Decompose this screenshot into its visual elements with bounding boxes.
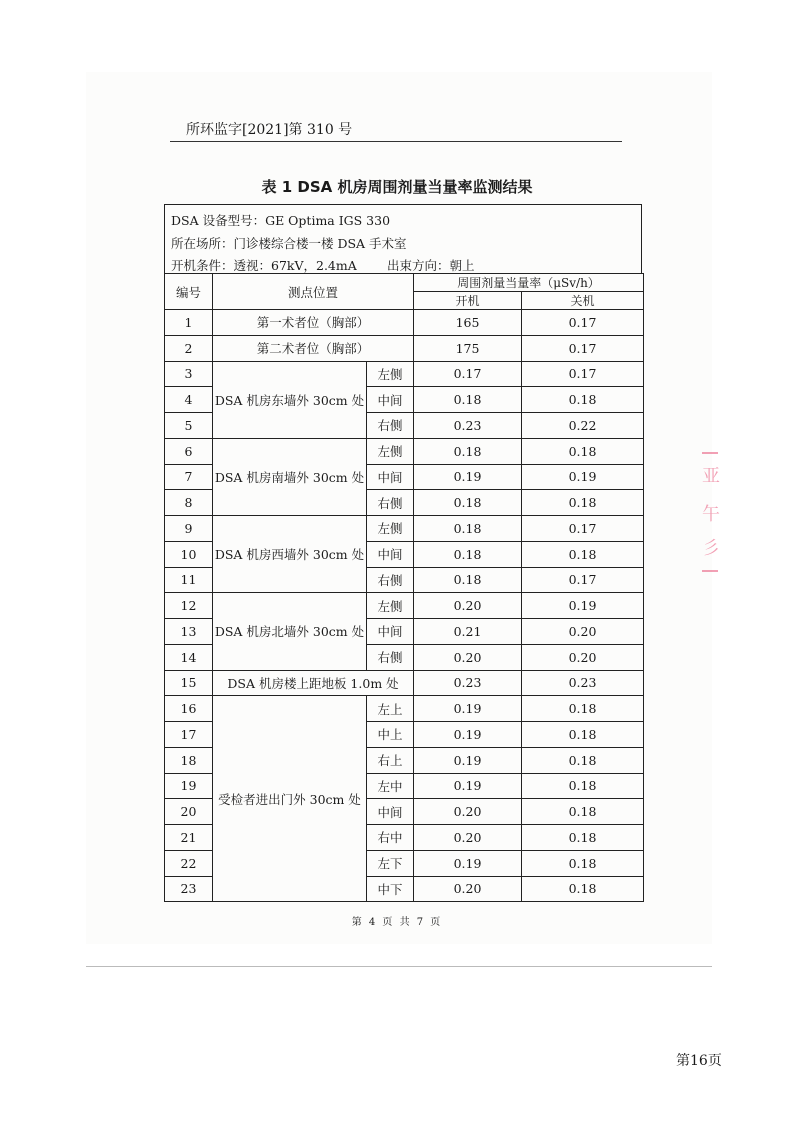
power-off-value: 0.18	[522, 825, 644, 851]
row-number: 16	[165, 696, 213, 722]
equipment-model: DSA 设备型号：GE Optima IGS 330	[171, 213, 391, 228]
power-off-value: 0.20	[522, 619, 644, 645]
power-off-value: 0.19	[522, 593, 644, 619]
table-row	[165, 670, 644, 696]
power-on-value: 0.19	[414, 722, 522, 748]
equipment-info-box	[164, 204, 642, 273]
position-cell: 第一术者位（胸部）	[213, 310, 414, 336]
power-on-value: 0.18	[414, 541, 522, 567]
operating-conditions: 开机条件：透视：67kV，2.4mA	[171, 258, 357, 273]
power-off-value: 0.17	[522, 335, 644, 361]
row-number: 7	[165, 464, 213, 490]
power-on-value: 0.18	[414, 387, 522, 413]
sub-position-cell: 左侧	[367, 438, 414, 464]
row-number: 14	[165, 644, 213, 670]
operating-conditions-line	[171, 256, 475, 274]
table-row	[165, 310, 644, 336]
header-position: 测点位置	[213, 274, 414, 310]
row-number: 19	[165, 773, 213, 799]
row-number: 10	[165, 541, 213, 567]
power-off-value: 0.18	[522, 490, 644, 516]
power-on-value: 0.19	[414, 696, 522, 722]
power-off-value: 0.23	[522, 670, 644, 696]
sub-position-cell: 左上	[367, 696, 414, 722]
sub-position-cell: 左下	[367, 850, 414, 876]
position-cell: 受检者进出门外 30cm 处	[213, 696, 367, 902]
equipment-location: 所在场所：门诊楼综合楼一楼 DSA 手术室	[171, 236, 407, 251]
power-on-value: 0.19	[414, 464, 522, 490]
row-number: 2	[165, 335, 213, 361]
header-power-off: 关机	[522, 292, 644, 310]
power-off-value: 0.19	[522, 464, 644, 490]
row-number: 4	[165, 387, 213, 413]
table-row	[165, 335, 644, 361]
power-off-value: 0.18	[522, 696, 644, 722]
power-on-value: 0.18	[414, 516, 522, 542]
row-number: 21	[165, 825, 213, 851]
row-number: 11	[165, 567, 213, 593]
stamp-bottom-bar	[702, 570, 718, 572]
stamp-char: 亚	[702, 466, 720, 487]
power-on-value: 0.19	[414, 747, 522, 773]
sub-position-cell: 中间	[367, 619, 414, 645]
row-number: 3	[165, 361, 213, 387]
table-row	[165, 438, 644, 464]
row-number: 17	[165, 722, 213, 748]
table-header-row	[165, 274, 644, 292]
table-row	[165, 361, 644, 387]
sub-position-cell: 右侧	[367, 567, 414, 593]
sub-position-cell: 右侧	[367, 490, 414, 516]
power-on-value: 0.18	[414, 567, 522, 593]
sub-position-cell: 右上	[367, 747, 414, 773]
outer-page-number: 第16页	[676, 1053, 722, 1069]
power-on-value: 0.17	[414, 361, 522, 387]
sub-position-cell: 右侧	[367, 644, 414, 670]
sub-position-cell: 中间	[367, 541, 414, 567]
power-on-value: 165	[414, 310, 522, 336]
header-power-on: 开机	[414, 292, 522, 310]
sub-position-cell: 右中	[367, 825, 414, 851]
power-off-value: 0.18	[522, 541, 644, 567]
row-number: 15	[165, 670, 213, 696]
power-off-value: 0.20	[522, 644, 644, 670]
sub-position-cell: 中间	[367, 799, 414, 825]
sub-position-cell: 左侧	[367, 593, 414, 619]
row-number: 12	[165, 593, 213, 619]
power-off-value: 0.17	[522, 361, 644, 387]
sub-position-cell: 中间	[367, 464, 414, 490]
power-on-value: 0.20	[414, 825, 522, 851]
power-on-value: 0.18	[414, 438, 522, 464]
position-cell: DSA 机房北墙外 30cm 处	[213, 593, 367, 670]
power-on-value: 0.20	[414, 876, 522, 902]
power-off-value: 0.18	[522, 773, 644, 799]
monitoring-results-table	[164, 273, 644, 902]
power-off-value: 0.22	[522, 413, 644, 439]
power-off-value: 0.17	[522, 310, 644, 336]
seal-stamp	[700, 448, 722, 578]
table-title: 表 1 DSA 机房周围剂量当量率监测结果	[261, 178, 533, 196]
table-row	[165, 593, 644, 619]
sub-position-cell: 左中	[367, 773, 414, 799]
row-number: 8	[165, 490, 213, 516]
power-on-value: 0.23	[414, 413, 522, 439]
row-number: 9	[165, 516, 213, 542]
power-on-value: 0.20	[414, 593, 522, 619]
row-number: 22	[165, 850, 213, 876]
sub-position-cell: 中上	[367, 722, 414, 748]
sub-position-cell: 中间	[367, 387, 414, 413]
power-on-value: 0.23	[414, 670, 522, 696]
power-on-value: 0.20	[414, 799, 522, 825]
beam-direction: 出束方向：朝上	[387, 258, 475, 273]
sub-position-cell: 左侧	[367, 361, 414, 387]
power-off-value: 0.17	[522, 567, 644, 593]
power-on-value: 0.21	[414, 619, 522, 645]
power-off-value: 0.18	[522, 876, 644, 902]
row-number: 13	[165, 619, 213, 645]
power-off-value: 0.17	[522, 516, 644, 542]
position-cell: DSA 机房南墙外 30cm 处	[213, 438, 367, 515]
header-dose-rate: 周围剂量当量率（μSv/h）	[414, 274, 644, 292]
header-rule	[170, 141, 622, 142]
power-off-value: 0.18	[522, 799, 644, 825]
power-off-value: 0.18	[522, 387, 644, 413]
power-off-value: 0.18	[522, 722, 644, 748]
sub-position-cell: 右侧	[367, 413, 414, 439]
stamp-char: 彡	[702, 538, 720, 559]
position-cell: DSA 机房楼上距地板 1.0m 处	[213, 670, 414, 696]
row-number: 18	[165, 747, 213, 773]
row-number: 1	[165, 310, 213, 336]
row-number: 20	[165, 799, 213, 825]
table-row	[165, 516, 644, 542]
power-off-value: 0.18	[522, 747, 644, 773]
position-cell: 第二术者位（胸部）	[213, 335, 414, 361]
stamp-top-bar	[702, 452, 718, 454]
header-number: 编号	[165, 274, 213, 310]
power-on-value: 175	[414, 335, 522, 361]
scan-bottom-edge	[86, 966, 712, 967]
document-reference-number: 所环监字[2021]第 310 号	[186, 122, 353, 138]
position-cell: DSA 机房西墙外 30cm 处	[213, 516, 367, 593]
power-on-value: 0.19	[414, 773, 522, 799]
power-on-value: 0.19	[414, 850, 522, 876]
power-on-value: 0.18	[414, 490, 522, 516]
power-off-value: 0.18	[522, 850, 644, 876]
table-row	[165, 696, 644, 722]
row-number: 6	[165, 438, 213, 464]
sub-position-cell: 左侧	[367, 516, 414, 542]
power-off-value: 0.18	[522, 438, 644, 464]
inner-page-indicator: 第 4 页 共 7 页	[351, 917, 443, 928]
power-on-value: 0.20	[414, 644, 522, 670]
row-number: 5	[165, 413, 213, 439]
row-number: 23	[165, 876, 213, 902]
stamp-char: 午	[702, 504, 720, 525]
sub-position-cell: 中下	[367, 876, 414, 902]
position-cell: DSA 机房东墙外 30cm 处	[213, 361, 367, 438]
